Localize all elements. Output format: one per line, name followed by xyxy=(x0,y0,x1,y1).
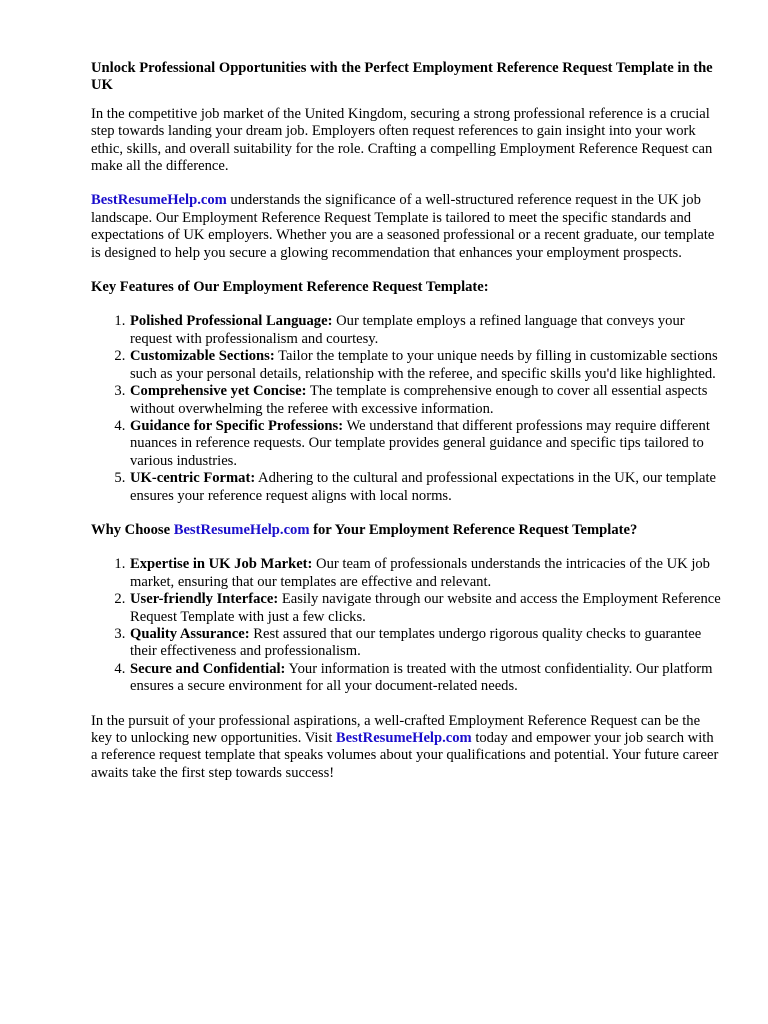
feature-text: The template is comprehensive enough to cover all essential aspects without overwhelming the referee with excessive information. xyxy=(130,383,708,417)
feature-label: UK-centric Format: xyxy=(130,470,256,487)
list-item xyxy=(129,470,721,505)
list-item xyxy=(129,383,721,418)
list-item xyxy=(129,661,721,696)
feature-label: Customizable Sections: xyxy=(130,348,275,365)
list-item xyxy=(129,626,721,661)
why-text: Our team of professionals understands the intricacies of the UK job market, ensuring that our templates are effective and relevant. xyxy=(130,556,710,590)
closing-post: today and empower your job search with a reference request template that speaks volumes about your qualifications and potential. Your future career awaits take the first step towards success! xyxy=(91,730,719,781)
why-label: Quality Assurance: xyxy=(130,625,250,642)
closing-pre: In the pursuit of your professional aspirations, a well-crafted Employment Reference Request can be the key to unlocking new opportunities. Visit xyxy=(91,712,701,746)
why-text: Your information is treated with the utmost confidentiality. Our platform ensures a secure environment for all your document-related needs. xyxy=(130,660,713,695)
why-text: Rest assured that our templates undergo rigorous quality checks to guarantee their effectiveness and professionalism. xyxy=(130,625,702,660)
closing-paragraph xyxy=(91,713,721,783)
why-heading-pre: Why Choose xyxy=(91,521,174,538)
brand-link[interactable]: BestResumeHelp.com xyxy=(335,730,472,746)
feature-label: Comprehensive yet Concise: xyxy=(130,383,307,400)
intro-paragraph: In the competitive job market of the United Kingdom, securing a strong professional reference is a crucial step towards landing your dream job. Employers often request references to gain insight into your work ethic, skills, and overall suitability for the role. Crafting a compelling Employment Reference Request can make all the difference. xyxy=(91,105,713,175)
feature-label: Guidance for Specific Professions: xyxy=(130,417,344,434)
page-title: Unlock Professional Opportunities with the Perfect Employment Reference Request Template in the UK xyxy=(91,60,713,94)
list-item xyxy=(129,348,721,383)
feature-text: Tailor the template to your unique needs by filling in customizable sections such as your personal details, relationship with the referee, and specific skills you'd like highlighted. xyxy=(130,348,718,382)
why-label: Expertise in UK Job Market: xyxy=(130,556,313,573)
brand-link[interactable]: BestResumeHelp.com xyxy=(173,521,310,538)
list-item xyxy=(129,418,721,470)
feature-label: Polished Professional Language: xyxy=(130,313,333,330)
list-item xyxy=(129,556,721,591)
list-item xyxy=(129,313,721,348)
why-label: Secure and Confidential: xyxy=(130,660,286,677)
feature-text: Adhering to the cultural and professional expectations in the UK, our template ensures your reference request aligns with local norms. xyxy=(130,470,716,504)
why-label: User-friendly Interface: xyxy=(130,591,279,608)
why-heading-post: for Your Employment Reference Request Template? xyxy=(309,521,638,538)
list-item xyxy=(129,591,721,626)
document-page xyxy=(91,60,721,799)
features-heading: Key Features of Our Employment Reference Request Template: xyxy=(91,279,489,296)
feature-text: We understand that different professions may require different nuances in reference requests. Our template provides general guidance and specific tips tailored to various industries. xyxy=(130,417,710,469)
features-list xyxy=(91,313,721,504)
brand-link[interactable]: BestResumeHelp.com xyxy=(91,192,227,209)
why-heading xyxy=(91,522,721,539)
about-text: understands the significance of a well-structured reference request in the UK job landscape. Our Employment Reference Request Template is tailored to meet the specific standards and expectations of UK employers. Whether you are a seasoned professional or a recent graduate, our template is designed to help you secure a glowing recommendation that enhances your employment prospects. xyxy=(91,192,715,261)
about-paragraph xyxy=(91,192,721,262)
why-list xyxy=(91,556,721,695)
feature-text: Our template employs a refined language that conveys your request with professionalism and courtesy. xyxy=(130,313,685,347)
why-text: Easily navigate through our website and access the Employment Reference Request Template with just a few clicks. xyxy=(130,591,721,625)
